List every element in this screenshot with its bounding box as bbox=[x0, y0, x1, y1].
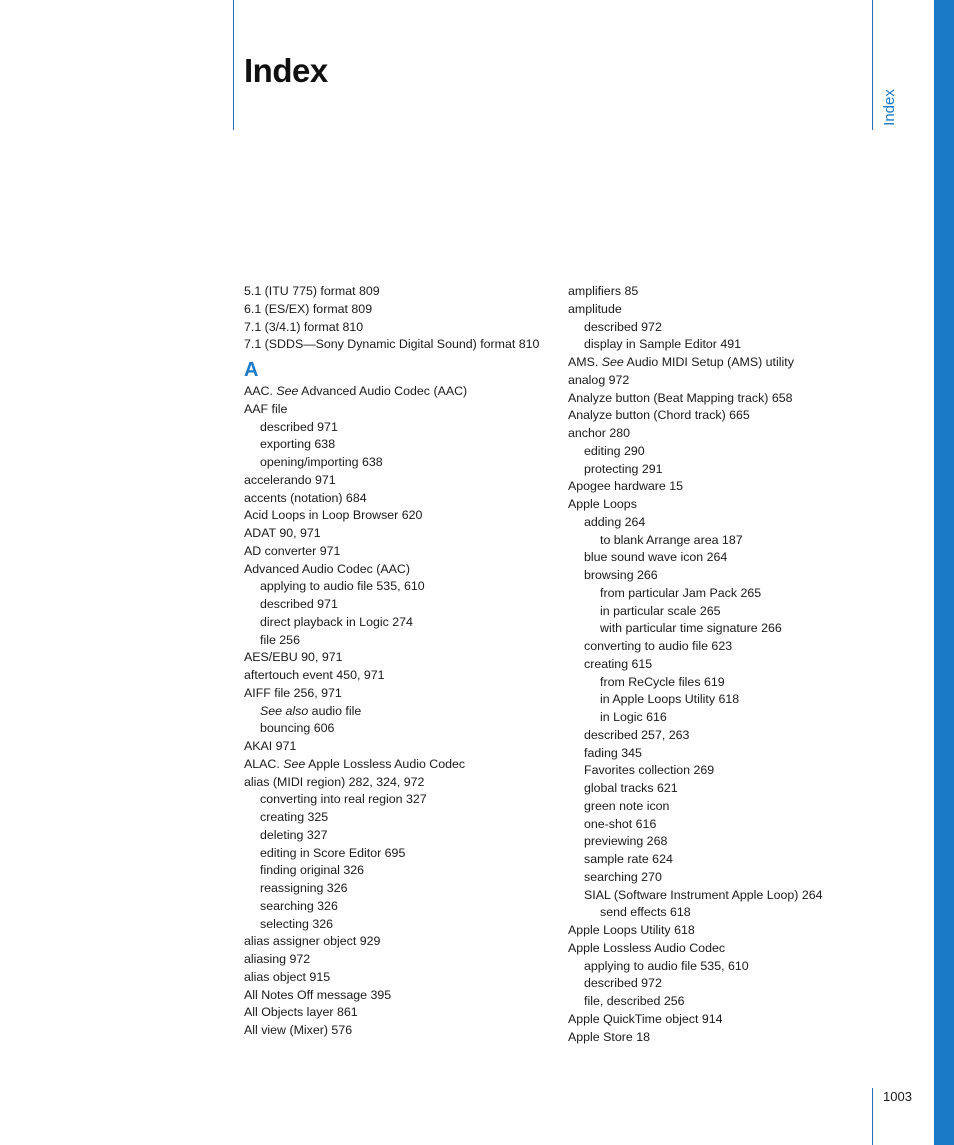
index-subentry: send effects 618 bbox=[600, 905, 691, 920]
index-subentry: opening/importing 638 bbox=[260, 455, 383, 469]
index-subentry: file, described 256 bbox=[584, 994, 685, 1008]
index-entry: Analyze button (Chord track) 665 bbox=[568, 408, 750, 423]
index-subentry: from particular Jam Pack 265 bbox=[600, 585, 762, 600]
index-subentry: in Logic 616 bbox=[600, 710, 667, 724]
index-subentry: editing in Score Editor 695 bbox=[260, 845, 406, 860]
index-entry: All Objects layer 861 bbox=[244, 1005, 358, 1020]
index-subentry: described 972 bbox=[584, 976, 662, 991]
page-number: 1003 bbox=[883, 1089, 912, 1104]
index-subentry: in Apple Loops Utility 618 bbox=[600, 692, 740, 707]
index-subentry: converting into real region 327 bbox=[260, 792, 427, 807]
index-subentry: applying to audio file 535, 610 bbox=[260, 579, 425, 594]
index-subentry: with particular time signature 266 bbox=[600, 621, 782, 636]
index-subentry: direct playback in Logic 274 bbox=[260, 614, 413, 629]
index-subentry: described 971 bbox=[260, 597, 338, 611]
entry-text: Advanced Audio Codec (AAC) bbox=[298, 384, 468, 398]
header-rule-left bbox=[233, 0, 234, 130]
index-entry: Apple Lossless Audio Codec bbox=[568, 940, 726, 955]
index-subentry: to blank Arrange area 187 bbox=[600, 532, 743, 547]
index-entry: aftertouch event 450, 971 bbox=[244, 668, 385, 682]
index-subentry: green note icon bbox=[584, 798, 670, 813]
footer-rule bbox=[872, 1088, 873, 1145]
index-entry: ADAT 90, 971 bbox=[244, 526, 321, 540]
index-entry: alias object 915 bbox=[244, 969, 331, 984]
see-reference: See also bbox=[260, 703, 309, 718]
index-subentry: selecting 326 bbox=[260, 916, 334, 931]
index-entry: AKAI 971 bbox=[244, 739, 297, 753]
index-entry: Apple Loops bbox=[568, 497, 637, 511]
index-subentry: protecting 291 bbox=[584, 461, 663, 476]
entry-text: AAC. bbox=[244, 384, 277, 398]
index-entry: aliasing 972 bbox=[244, 952, 311, 966]
index-subentry: converting to audio file 623 bbox=[584, 639, 733, 653]
index-subentry: in particular scale 265 bbox=[600, 603, 721, 618]
index-entry: accelerando 971 bbox=[244, 472, 336, 487]
index-entry: 7.1 (SDDS—Sony Dynamic Digital Sound) format 810 bbox=[244, 337, 540, 352]
section-side-tab bbox=[874, 82, 904, 132]
index-entry: 5.1 (ITU 775) format 809 bbox=[244, 284, 380, 298]
see-reference: See bbox=[283, 756, 306, 771]
index-subentry: finding original 326 bbox=[260, 863, 365, 878]
see-reference: See bbox=[601, 355, 624, 369]
index-subentry: from ReCycle files 619 bbox=[600, 674, 725, 689]
index-subentry bbox=[244, 703, 564, 721]
index-subentry: described 972 bbox=[584, 319, 662, 334]
index-entry: Apple QuickTime object 914 bbox=[568, 1011, 723, 1026]
index-entry: Acid Loops in Loop Browser 620 bbox=[244, 508, 423, 523]
index-subentry: described 257, 263 bbox=[584, 727, 690, 742]
index-subentry: searching 270 bbox=[584, 869, 662, 884]
index-subentry: editing 290 bbox=[584, 443, 645, 458]
index-subentry: sample rate 624 bbox=[584, 852, 673, 866]
index-entry: alias assigner object 929 bbox=[244, 934, 381, 949]
index-subentry: SIAL (Software Instrument Apple Loop) 264 bbox=[584, 887, 823, 902]
entry-text: audio file bbox=[308, 703, 362, 718]
index-subentry: reassigning 326 bbox=[260, 881, 348, 895]
index-entry: alias (MIDI region) 282, 324, 972 bbox=[244, 774, 425, 789]
index-entry: Advanced Audio Codec (AAC) bbox=[244, 561, 410, 576]
index-entry bbox=[244, 756, 564, 774]
index-entry: AIFF file 256, 971 bbox=[244, 685, 342, 700]
index-subentry: global tracks 621 bbox=[584, 781, 678, 795]
index-entry: AAF file bbox=[244, 401, 288, 416]
index-subentry: deleting 327 bbox=[260, 827, 328, 842]
index-entry: Apple Loops Utility 618 bbox=[568, 923, 695, 937]
header-rule-right bbox=[872, 0, 873, 130]
index-subentry: one-shot 616 bbox=[584, 816, 657, 831]
entry-text: Apple Lossless Audio Codec bbox=[305, 756, 466, 771]
index-subentry: applying to audio file 535, 610 bbox=[584, 958, 749, 973]
index-subentry: fading 345 bbox=[584, 745, 642, 760]
index-entry bbox=[244, 383, 564, 401]
index-subentry: creating 325 bbox=[260, 810, 329, 824]
index-entry: AD converter 971 bbox=[244, 543, 341, 558]
index-subentry: described 971 bbox=[260, 419, 338, 434]
index-entry: accents (notation) 684 bbox=[244, 490, 367, 505]
entry-text: Audio MIDI Setup (AMS) utility bbox=[623, 355, 794, 369]
index-subentry: exporting 638 bbox=[260, 437, 336, 452]
index-column-left bbox=[244, 283, 564, 1040]
index-entry: amplitude bbox=[568, 301, 622, 316]
index-subentry: browsing 266 bbox=[584, 568, 658, 582]
index-subentry: previewing 268 bbox=[584, 834, 668, 849]
index-entry bbox=[568, 354, 868, 372]
section-side-tab-label: Index bbox=[880, 88, 898, 126]
index-subentry: bouncing 606 bbox=[260, 721, 335, 736]
chapter-edge-bar bbox=[934, 0, 954, 1145]
index-entry: All Notes Off message 395 bbox=[244, 987, 392, 1002]
index-subentry: Favorites collection 269 bbox=[584, 763, 715, 778]
index-subentry: searching 326 bbox=[260, 898, 338, 913]
index-subentry: blue sound wave icon 264 bbox=[584, 550, 728, 565]
index-subentry: creating 615 bbox=[584, 656, 653, 671]
index-entry: 7.1 (3/4.1) format 810 bbox=[244, 319, 364, 334]
index-entry: 6.1 (ES/EX) format 809 bbox=[244, 301, 373, 316]
index-entry: Apple Store 18 bbox=[568, 1029, 650, 1044]
index-section-letter: A bbox=[244, 359, 259, 381]
see-reference: See bbox=[276, 384, 299, 398]
entry-text: ALAC. bbox=[244, 756, 284, 771]
index-entry: anchor 280 bbox=[568, 426, 631, 440]
index-subentry: display in Sample Editor 491 bbox=[584, 337, 742, 352]
entry-text: AMS. bbox=[568, 355, 602, 369]
index-entry: Analyze button (Beat Mapping track) 658 bbox=[568, 390, 793, 405]
page-title: Index bbox=[244, 52, 328, 89]
index-subentry: file 256 bbox=[260, 632, 300, 647]
index-subentry: adding 264 bbox=[584, 514, 646, 529]
index-entry: analog 972 bbox=[568, 372, 630, 387]
index-entry: amplifiers 85 bbox=[568, 284, 639, 298]
index-column-right bbox=[568, 283, 868, 1046]
index-entry: AES/EBU 90, 971 bbox=[244, 650, 343, 665]
index-entry: All view (Mixer) 576 bbox=[244, 1023, 353, 1037]
index-entry: Apogee hardware 15 bbox=[568, 479, 684, 494]
